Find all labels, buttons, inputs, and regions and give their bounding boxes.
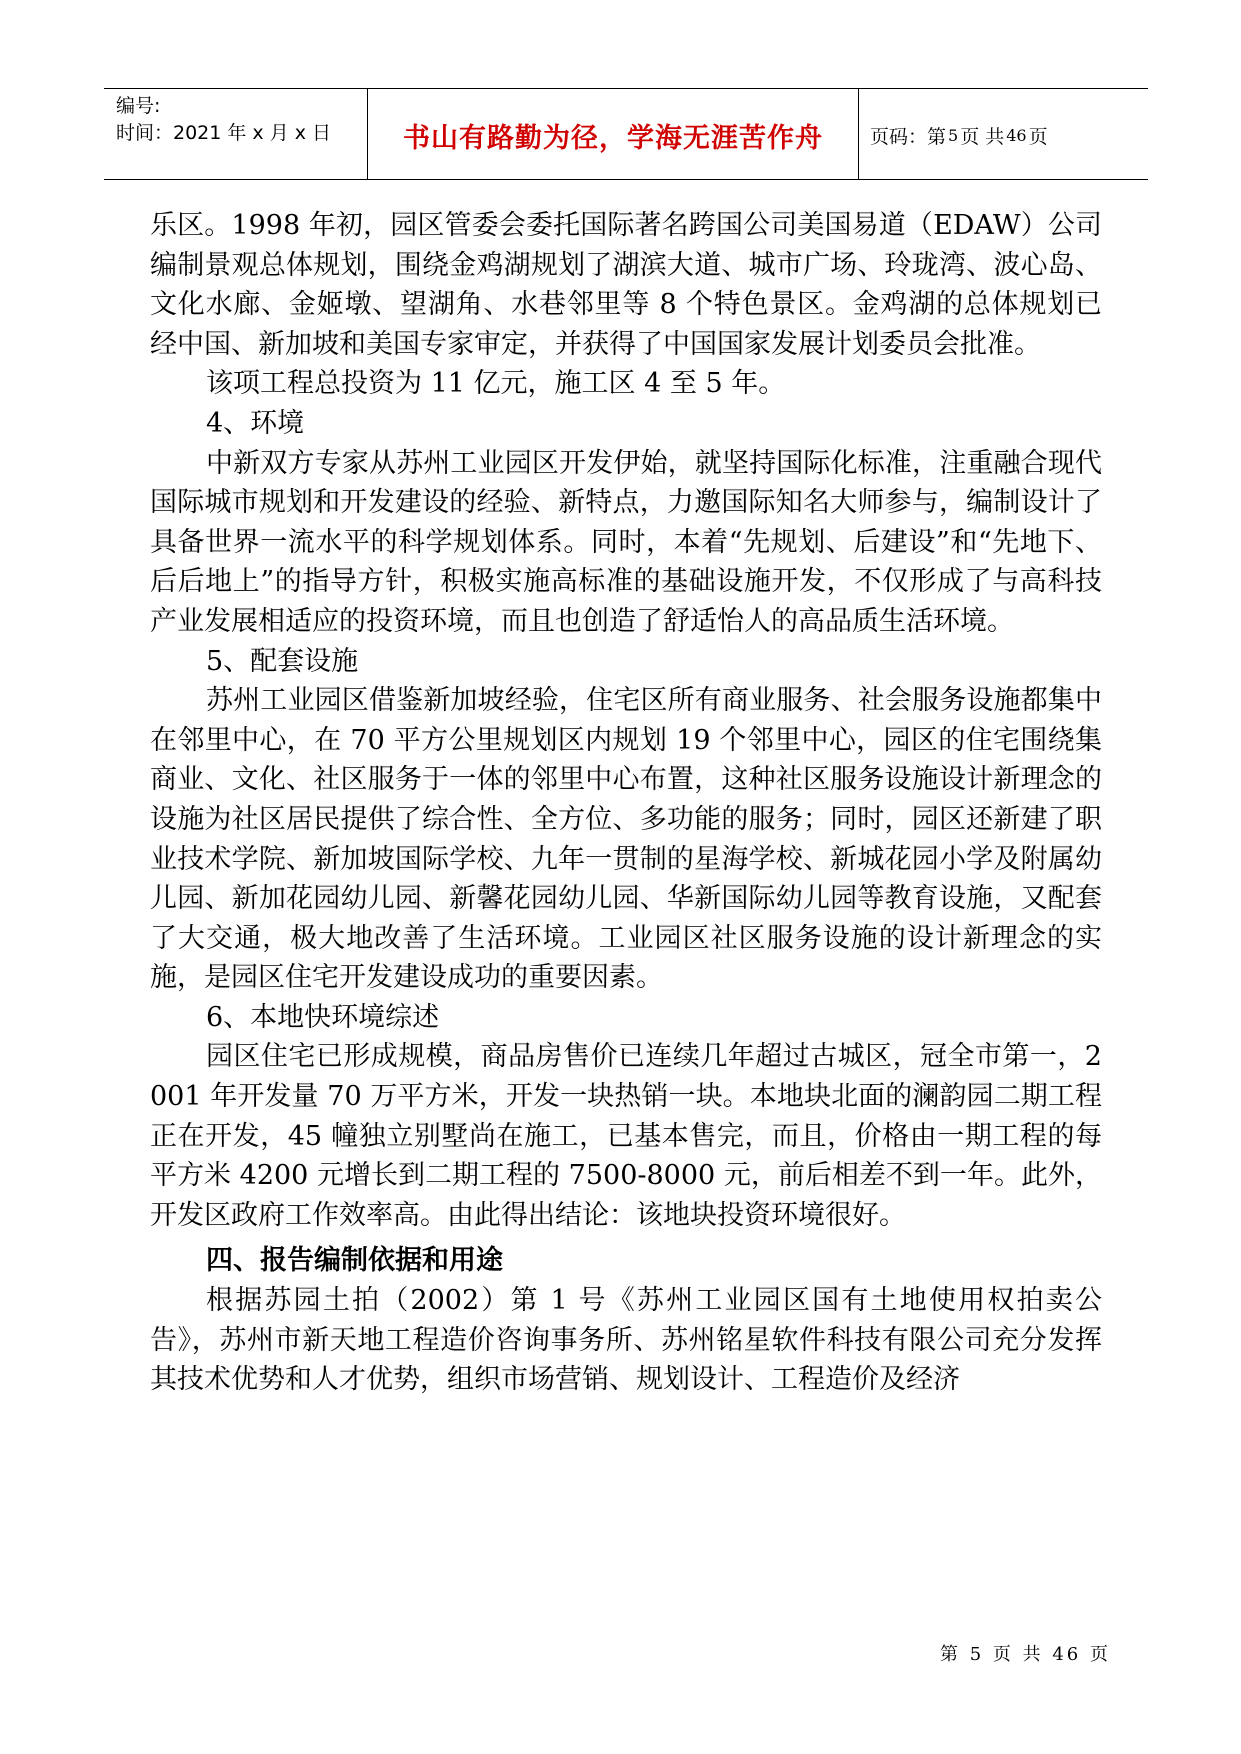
page-middle: 页 共	[960, 125, 1005, 148]
paragraph-basis: 根据苏园土拍（2002）第 1 号《苏州工业园区国有土地使用权拍卖公告》，苏州市新天地工程造价咨询事务所、苏州铭星软件科技有限公司充分发挥其技术优势和人才优势，组织市场营销、规划设计、工程造价及经济	[150, 1285, 1102, 1396]
page-total: 46	[1006, 125, 1027, 145]
section-heading-facilities: 5、配套设施	[206, 645, 359, 677]
time-label: 时间：2021 年 x 月 x 日	[116, 122, 332, 144]
page-current: 5	[948, 125, 959, 145]
document-body	[150, 206, 1102, 1400]
paragraph-environment: 中新双方专家从苏州工业园区开发伊始，就坚持国际化标准，注重融合现代国际城市规划和开发建设的经验、新特点，力邀国际知名大师参与，编制设计了具备世界一流水平的科学规划体系。同时，本着“先规划、后建设”和“先地下、后后地上”的指导方针，积极实施高标准的基础设施开发，不仅形成了与高科技产业发展相适应的投资环境，而且也创造了舒适怡人的高品质生活环境。	[150, 447, 1102, 637]
page-header	[104, 88, 1148, 180]
section-heading-local-environment: 6、本地快环境综述	[206, 1001, 440, 1033]
serial-label: 编号:	[116, 95, 161, 117]
page-suffix: 页	[1028, 125, 1048, 148]
paragraph-local-environment: 园区住宅已形成规模，商品房售价已连续几年超过古城区，冠全市第一，2001 年开发量 70 万平方米，开发一块热销一块。本地块北面的澜韵园二期工程正在开发，45 幢独立别墅尚在施工，已基本售完，而且，价格由一期工程的每平方米 4200 元增长到二期工程的 7500-8000 元，前后相差不到一年。此外，开发区政府工作效率高。由此得出结论：该地块投资环境很好。	[150, 1041, 1102, 1231]
paragraph-investment: 该项工程总投资为 11 亿元，施工区 4 至 5 年。	[206, 368, 786, 400]
header-divider-right	[858, 89, 859, 179]
page-footer: 第 5 页 共 46 页	[940, 1644, 1111, 1665]
header-meta	[116, 93, 331, 147]
chapter-heading-basis: 四、报告编制依据和用途	[206, 1245, 503, 1277]
paragraph-facilities: 苏州工业园区借鉴新加坡经验，住宅区所有商业服务、社会服务设施都集中在邻里中心，在 70 平方公里规划区内规划 19 个邻里中心，园区的住宅围绕集商业、文化、社区服务于一体的邻里中心布置，这种社区服务设施设计新理念的设施为社区居民提供了综合性、全方位、多功能的服务；同时，园区还新建了职业技术学院、新加坡国际学校、九年一贯制的星海学校、新城花园小学及附属幼儿园、新加花园幼儿园、新馨花园幼儿园、华新国际幼儿园等教育设施，又配套了大交通，极大地改善了生活环境。工业园区社区服务设施的设计新理念的实施，是园区住宅开发建设成功的重要因素。	[150, 685, 1102, 994]
section-heading-environment: 4、环境	[206, 407, 305, 439]
header-page-number	[870, 89, 1048, 181]
header-motto: 书山有路勤为径，学海无涯苦作舟	[403, 122, 823, 154]
paragraph-continued: 乐区。1998 年初，园区管委会委托国际著名跨国公司美国易道（EDAW）公司编制景观总体规划，围绕金鸡湖规划了湖滨大道、城市广场、玲珑湾、波心岛、文化水廊、金姬墩、望湖角、水巷邻里等 8 个特色景区。金鸡湖的总体规划已经中国、新加坡和美国专家审定，并获得了中国国家发展计划委员会批准。	[150, 210, 1102, 360]
page-prefix: 页码：第	[870, 125, 947, 148]
